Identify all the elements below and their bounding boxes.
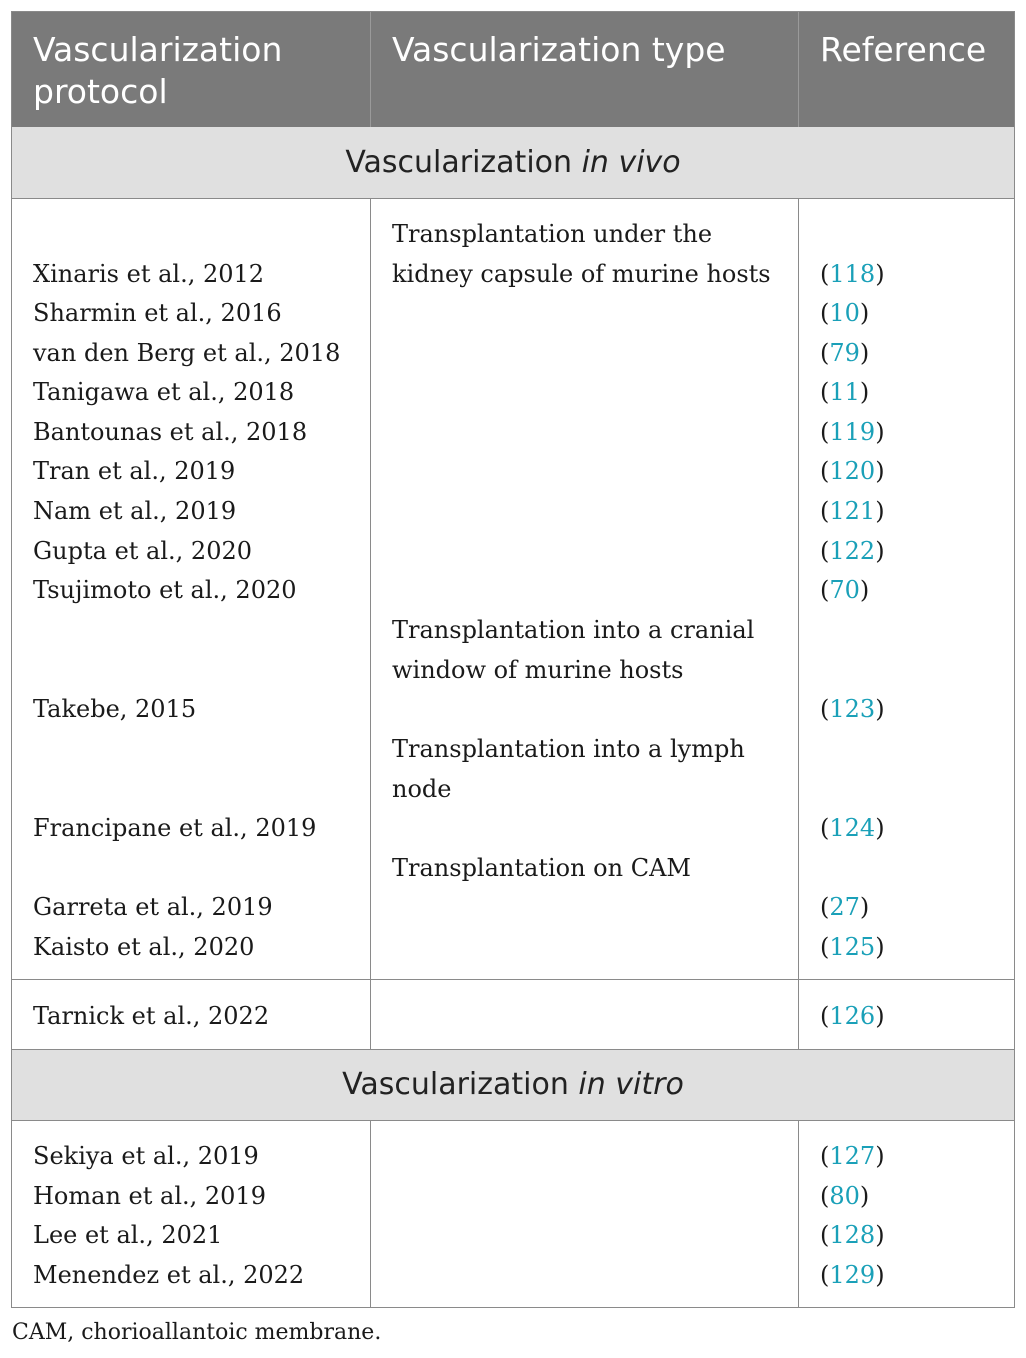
header-protocol: Vascularization protocol xyxy=(33,30,283,111)
protocol-sekiya: Sekiya et al., 2019 xyxy=(33,1142,259,1170)
ref-sekiya[interactable]: (127) xyxy=(820,1142,885,1170)
table-footnote: CAM, chorioallantoic membrane. xyxy=(12,1320,382,1345)
protocol-francipane: Francipane et al., 2019 xyxy=(33,814,317,842)
ref-tarnick[interactable]: (126) xyxy=(820,1002,885,1030)
protocol-tran: Tran et al., 2019 xyxy=(33,457,236,485)
protocol-bantounas: Bantounas et al., 2018 xyxy=(33,418,308,446)
ref-tanigawa[interactable]: (11) xyxy=(820,378,870,406)
protocol-xinaris: Xinaris et al., 2012 xyxy=(33,260,265,288)
protocol-tarnick: Tarnick et al., 2022 xyxy=(33,1002,270,1030)
section-in-vitro xyxy=(12,1050,1014,1120)
protocol-sharmin: Sharmin et al., 2016 xyxy=(33,299,282,327)
ref-garreta[interactable]: (27) xyxy=(820,893,870,921)
type-cranial-2: window of murine hosts xyxy=(392,656,684,684)
section-in-vivo-emph: in vivo xyxy=(581,145,681,180)
ref-lee[interactable]: (128) xyxy=(820,1221,885,1249)
protocol-nam: Nam et al., 2019 xyxy=(33,497,237,525)
ref-vandenberg[interactable]: (79) xyxy=(820,339,870,367)
type-cranial-1: Transplantation into a cranial xyxy=(392,616,755,644)
ref-nam[interactable]: (121) xyxy=(820,497,885,525)
ref-gupta[interactable]: (122) xyxy=(820,537,885,565)
section-in-vitro-prefix: Vascularization xyxy=(342,1067,579,1102)
section-in-vivo-prefix: Vascularization xyxy=(345,145,582,180)
ref-bantounas[interactable]: (119) xyxy=(820,418,885,446)
ref-francipane[interactable]: (124) xyxy=(820,814,885,842)
type-kidney-1: Transplantation under the xyxy=(392,220,713,248)
section-in-vitro-emph: in vitro xyxy=(578,1067,684,1102)
protocol-lee: Lee et al., 2021 xyxy=(33,1221,223,1249)
vascularization-table xyxy=(11,11,1015,1308)
type-cam: Transplantation on CAM xyxy=(392,854,691,882)
protocol-menendez: Menendez et al., 2022 xyxy=(33,1261,305,1289)
ref-tran[interactable]: (120) xyxy=(820,457,885,485)
protocol-takebe: Takebe, 2015 xyxy=(33,695,197,723)
type-lymph-2: node xyxy=(392,775,452,803)
ref-menendez[interactable]: (129) xyxy=(820,1261,885,1289)
ref-tsujimoto[interactable]: (70) xyxy=(820,576,870,604)
protocol-gupta: Gupta et al., 2020 xyxy=(33,537,252,565)
protocol-kaisto: Kaisto et al., 2020 xyxy=(33,933,255,961)
type-lymph-1: Transplantation into a lymph xyxy=(392,735,745,763)
protocol-tanigawa: Tanigawa et al., 2018 xyxy=(33,378,295,406)
type-kidney-2: kidney capsule of murine hosts xyxy=(392,260,771,288)
ref-homan[interactable]: (80) xyxy=(820,1182,870,1210)
ref-takebe[interactable]: (123) xyxy=(820,695,885,723)
protocol-homan: Homan et al., 2019 xyxy=(33,1182,266,1210)
table-header xyxy=(12,12,1014,127)
section-in-vivo xyxy=(12,127,1014,198)
ref-sharmin[interactable]: (10) xyxy=(820,299,870,327)
ref-kaisto[interactable]: (125) xyxy=(820,933,885,961)
protocol-garreta: Garreta et al., 2019 xyxy=(33,893,273,921)
protocol-vandenberg: van den Berg et al., 2018 xyxy=(33,339,341,367)
header-reference: Reference xyxy=(820,30,987,69)
ref-xinaris[interactable]: (118) xyxy=(820,260,885,288)
protocol-tsujimoto: Tsujimoto et al., 2020 xyxy=(33,576,297,604)
header-type: Vascularization type xyxy=(392,30,726,69)
